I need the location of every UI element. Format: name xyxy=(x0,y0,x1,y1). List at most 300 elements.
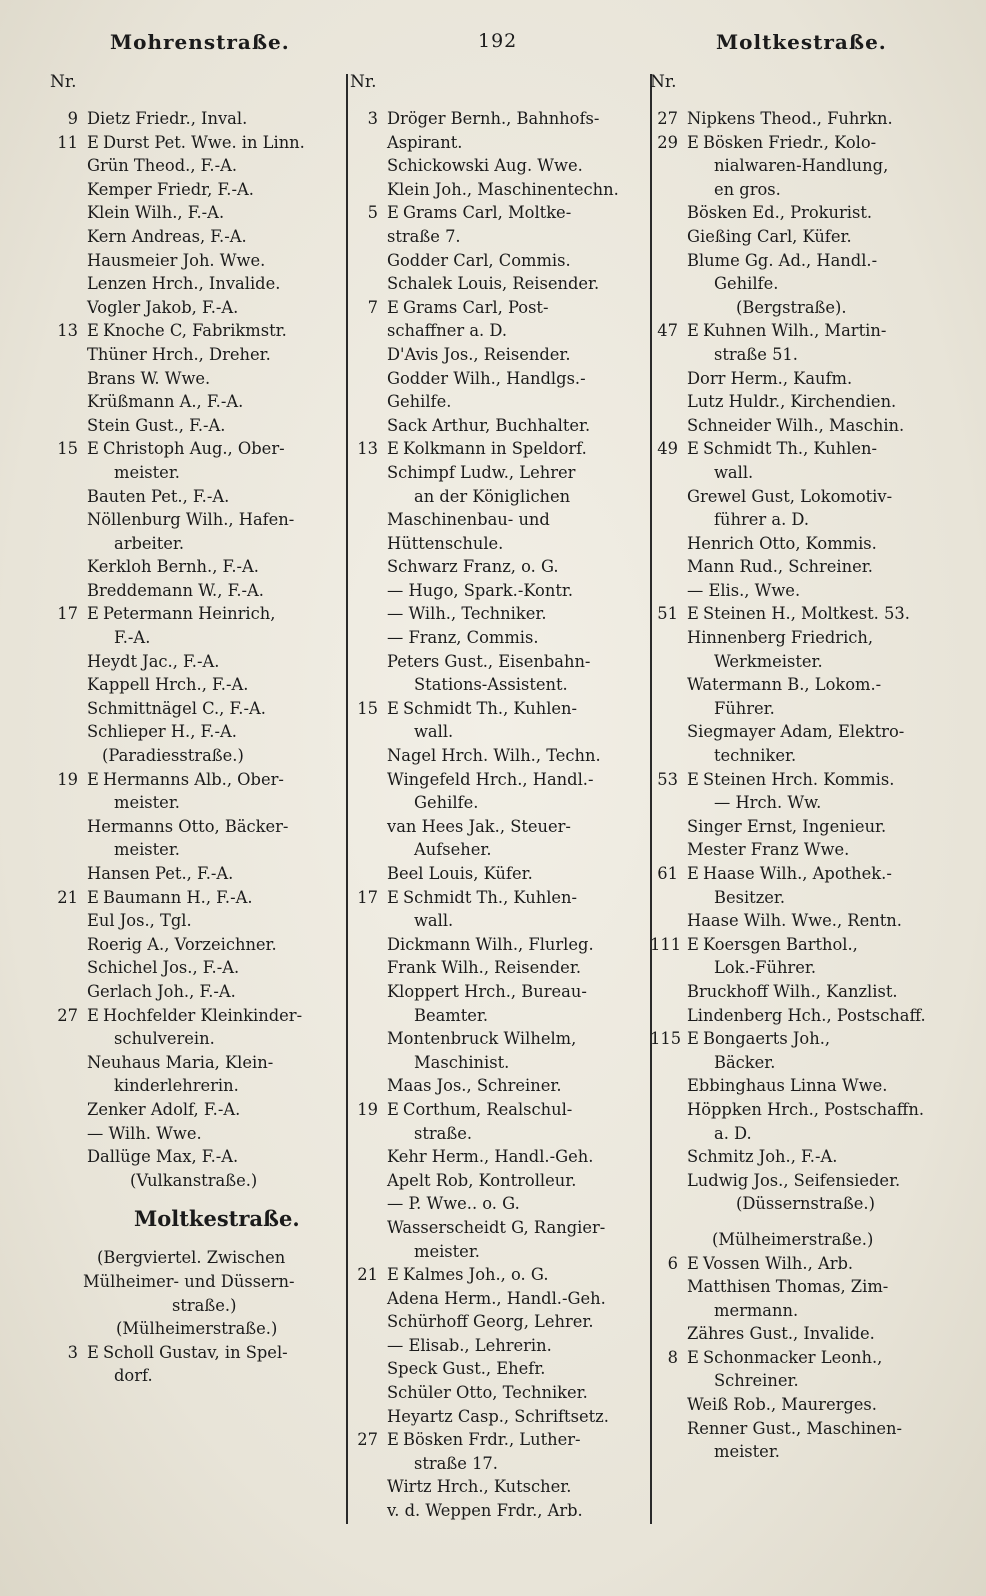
directory-entry-line xyxy=(350,249,650,273)
directory-entry-line xyxy=(650,1122,960,1146)
house-number: 27 xyxy=(657,109,678,128)
directory-entry-line xyxy=(650,201,960,225)
directory-entry-line xyxy=(350,343,650,367)
entry-text: Gehilfe. xyxy=(387,392,452,412)
entry-text: Bauten Pet., F.-A. xyxy=(87,486,230,506)
directory-entry-line xyxy=(350,933,650,957)
entry-text: a. D. xyxy=(714,1123,752,1143)
directory-entry-line xyxy=(650,1027,960,1051)
directory-entry-line xyxy=(650,414,960,438)
entry-text: mermann. xyxy=(714,1300,799,1320)
directory-entry-line xyxy=(50,909,350,933)
entry-text: Singer Ernst, Ingenieur. xyxy=(687,816,887,836)
directory-entry-line xyxy=(650,862,960,886)
owner-marker: E xyxy=(87,132,99,152)
house-number: 115 xyxy=(650,1029,682,1049)
entry-text: Schlieper H., F.-A. xyxy=(87,722,237,742)
directory-entry-line xyxy=(350,1475,650,1499)
directory-entry-line xyxy=(50,367,350,391)
entry-text: Weiß Rob., Maurerges. xyxy=(687,1395,877,1415)
entry-text: Wingefeld Hrch., Handl.- xyxy=(387,769,594,789)
owner-marker: E xyxy=(87,887,99,907)
directory-entry-line xyxy=(650,1004,960,1028)
directory-entry-line xyxy=(350,1428,650,1452)
entry-text: Klein Joh., Maschinentechn. xyxy=(387,179,619,199)
directory-entry-line xyxy=(350,626,650,650)
directory-entry-line xyxy=(350,720,650,744)
entry-text: Klein Wilh., F.-A. xyxy=(87,203,225,223)
entry-text: — P. Wwe.. o. G. xyxy=(387,1194,520,1214)
entry-text: Dröger Bernh., Bahnhofs- xyxy=(387,109,600,128)
entry-text: — Hrch. Ww. xyxy=(714,793,822,813)
section-heading xyxy=(50,1246,350,1270)
entry-text: Kalmes Joh., o. G. xyxy=(403,1265,549,1285)
directory-entry-line xyxy=(50,815,350,839)
entry-text: Beamter. xyxy=(414,1005,489,1025)
entry-text: Hermanns Otto, Bäcker- xyxy=(87,816,289,836)
directory-entry-line xyxy=(50,555,350,579)
entry-text: Adena Herm., Handl.-Geh. xyxy=(387,1288,606,1308)
entry-text: techniker. xyxy=(714,746,797,766)
directory-entry-line xyxy=(650,909,960,933)
directory-entry-line xyxy=(350,461,650,485)
right-running-head: Moltkestraße. xyxy=(716,30,887,54)
owner-marker: E xyxy=(687,439,699,459)
directory-entry-line xyxy=(650,107,960,131)
directory-entry-line xyxy=(650,1417,960,1441)
column-2 xyxy=(350,71,650,1523)
entry-text: meister. xyxy=(114,793,180,813)
directory-entry-line xyxy=(50,1364,350,1388)
entry-text: Stein Gust., F.-A. xyxy=(87,415,226,435)
directory-entry-line xyxy=(350,296,650,320)
entry-text: — Franz, Commis. xyxy=(387,628,539,648)
entry-text: Steinen H., Moltkest. 53. xyxy=(703,604,910,624)
entry-text: Werkmeister. xyxy=(714,651,823,671)
directory-entry-line xyxy=(350,791,650,815)
directory-entry-line xyxy=(350,107,650,131)
owner-marker: E xyxy=(387,887,399,907)
directory-entry-line xyxy=(350,1263,650,1287)
entry-text: v. d. Weppen Frdr., Arb. xyxy=(387,1501,583,1521)
entry-text: straße. xyxy=(414,1123,473,1143)
directory-entry-line xyxy=(350,1452,650,1476)
directory-entry-line xyxy=(50,886,350,910)
directory-entry-line xyxy=(650,437,960,461)
entry-text: D'Avis Jos., Reisender. xyxy=(387,344,571,364)
directory-entry-line xyxy=(350,1004,650,1028)
entry-text: Haase Wilh., Apothek.- xyxy=(703,864,892,883)
entry-text: meister. xyxy=(114,462,180,482)
entry-text: Lutz Huldr., Kirchendien. xyxy=(687,392,897,412)
entry-text: Schürhoff Georg, Lehrer. xyxy=(387,1312,594,1332)
entry-text: Kappell Hrch., F.-A. xyxy=(87,675,249,695)
entry-text: Kloppert Hrch., Bureau- xyxy=(387,981,587,1001)
directory-entry-line xyxy=(50,1145,350,1169)
owner-marker: E xyxy=(87,321,99,341)
directory-entry-line xyxy=(650,272,960,296)
section-heading-text: (Bergstraße). xyxy=(736,297,847,317)
directory-entry-line xyxy=(650,1074,960,1098)
house-number: 61 xyxy=(657,864,678,883)
entry-text: Maschinist. xyxy=(414,1052,510,1072)
column-nr-label: Nr. xyxy=(350,72,377,92)
column-nr-label: Nr. xyxy=(50,72,77,92)
directory-entry-line xyxy=(50,1122,350,1146)
spacer xyxy=(650,1216,960,1228)
directory-entry-line xyxy=(350,768,650,792)
entry-text: Steinen Hrch. Kommis. xyxy=(703,769,895,789)
entry-text: Besitzer. xyxy=(714,887,786,907)
section-heading-text: straße.) xyxy=(172,1295,237,1315)
house-number: 13 xyxy=(57,321,78,341)
owner-marker: E xyxy=(687,321,699,341)
entry-text: Lindenberg Hch., Postschaff. xyxy=(687,1005,926,1025)
owner-marker: E xyxy=(387,1099,399,1119)
left-running-head: Mohrenstraße. xyxy=(110,30,290,54)
house-number: 6 xyxy=(667,1253,678,1273)
directory-entry-line xyxy=(650,933,960,957)
directory-entry-line xyxy=(650,650,960,674)
directory-entry-line xyxy=(50,508,350,532)
section-heading-text: (Paradiesstraße.) xyxy=(102,746,244,766)
directory-entry-line xyxy=(650,1322,960,1346)
entry-text: Gerlach Joh., F.-A. xyxy=(87,981,236,1001)
directory-entry-line xyxy=(350,414,650,438)
directory-entry-line xyxy=(650,626,960,650)
directory-entry-line xyxy=(50,626,350,650)
house-number: 13 xyxy=(357,439,378,459)
entry-text: Eul Jos., Tgl. xyxy=(87,911,192,931)
directory-entry-line xyxy=(350,178,650,202)
entry-text: Kern Andreas, F.-A. xyxy=(87,226,247,246)
entry-text: Sack Arthur, Buchhalter. xyxy=(387,415,591,435)
directory-entry-line xyxy=(350,744,650,768)
directory-entry-line xyxy=(350,579,650,603)
entry-text: Schimpf Ludw., Lehrer xyxy=(387,462,576,482)
directory-entry-line xyxy=(650,508,960,532)
directory-entry-line xyxy=(650,815,960,839)
entry-text: Wirtz Hrch., Kutscher. xyxy=(387,1477,572,1497)
entry-text: Bösken Ed., Prokurist. xyxy=(687,203,873,223)
directory-entry-line xyxy=(50,249,350,273)
entry-text: Schreiner. xyxy=(714,1371,799,1391)
owner-marker: E xyxy=(387,203,399,223)
entry-text: Godder Carl, Commis. xyxy=(387,250,571,270)
entry-text: Kuhnen Wilh., Martin- xyxy=(703,321,887,341)
entry-text: Lok.-Führer. xyxy=(714,958,817,978)
entry-text: Lenzen Hrch., Invalide. xyxy=(87,274,281,294)
house-number: 8 xyxy=(667,1347,678,1367)
entry-text: — Elisab., Lehrerin. xyxy=(387,1335,552,1355)
directory-entry-line xyxy=(350,886,650,910)
column-lines xyxy=(650,107,960,1464)
section-heading xyxy=(650,1228,960,1252)
entry-text: Durst Pet. Wwe. in Linn. xyxy=(103,132,305,152)
entry-text: wall. xyxy=(414,911,454,931)
entry-text: — Wilh. Wwe. xyxy=(87,1123,202,1143)
entry-text: Peters Gust., Eisenbahn- xyxy=(387,651,591,671)
directory-entry-line xyxy=(650,1145,960,1169)
directory-entry-line xyxy=(650,791,960,815)
owner-marker: E xyxy=(687,132,699,152)
entry-text: Grams Carl, Post- xyxy=(403,297,549,317)
entry-text: an der Königlichen xyxy=(414,486,571,506)
directory-entry-line xyxy=(350,956,650,980)
house-number: 27 xyxy=(57,1005,78,1025)
entry-text: Aspirant. xyxy=(387,132,463,152)
directory-entry-line xyxy=(50,720,350,744)
entry-text: schulverein. xyxy=(114,1029,215,1049)
entry-text: Scholl Gustav, in Spel- xyxy=(103,1342,288,1362)
house-number: 49 xyxy=(657,439,678,459)
entry-text: Gehilfe. xyxy=(414,793,479,813)
directory-entry-line xyxy=(50,107,350,131)
directory-entry-line xyxy=(50,485,350,509)
directory-entry-line xyxy=(650,768,960,792)
house-number: 21 xyxy=(357,1265,378,1285)
directory-entry-line xyxy=(650,1440,960,1464)
entry-text: nialwaren-Handlung, xyxy=(714,156,889,176)
directory-entry-line xyxy=(350,390,650,414)
entry-text: Siegmayer Adam, Elektro- xyxy=(687,722,905,742)
directory-entry-line xyxy=(50,1051,350,1075)
directory-entry-line xyxy=(350,532,650,556)
directory-entry-line xyxy=(50,791,350,815)
entry-text: Nipkens Theod., Fuhrkn. xyxy=(687,109,893,128)
entry-text: meister. xyxy=(714,1442,780,1462)
entry-text: Schmidt Th., Kuhlen- xyxy=(403,698,578,718)
entry-text: Matthisen Thomas, Zim- xyxy=(687,1277,889,1297)
entry-text: Nagel Hrch. Wilh., Techn. xyxy=(387,746,601,766)
house-number: 9 xyxy=(67,109,78,128)
directory-entry-line xyxy=(50,414,350,438)
entry-text: Dietz Friedr., Inval. xyxy=(87,109,248,128)
entry-text: Knoche C, Fabrikmstr. xyxy=(103,321,287,341)
entry-text: Beel Louis, Küfer. xyxy=(387,864,533,883)
section-heading xyxy=(650,296,960,320)
entry-text: Bruckhoff Wilh., Kanzlist. xyxy=(687,981,898,1001)
directory-entry-line xyxy=(650,485,960,509)
directory-entry-line xyxy=(350,697,650,721)
directory-entry-line xyxy=(650,178,960,202)
house-number: 3 xyxy=(67,1342,78,1362)
entry-text: Watermann B., Lokom.- xyxy=(687,675,882,695)
directory-entry-line xyxy=(50,201,350,225)
house-number: 17 xyxy=(57,604,78,624)
directory-entry-line xyxy=(650,1393,960,1417)
entry-text: Vogler Jakob, F.-A. xyxy=(87,297,239,317)
entry-text: straße 17. xyxy=(414,1453,498,1473)
directory-entry-line xyxy=(650,602,960,626)
entry-text: Renner Gust., Maschinen- xyxy=(687,1418,903,1438)
directory-entry-line xyxy=(350,437,650,461)
entry-text: schaffner a. D. xyxy=(387,321,508,341)
entry-text: Bösken Friedr., Kolo- xyxy=(703,132,877,152)
entry-text: Maschinenbau- und xyxy=(387,510,550,530)
house-number: 27 xyxy=(357,1430,378,1450)
entry-text: Grewel Gust, Lokomotiv- xyxy=(687,486,893,506)
directory-entry-line xyxy=(50,154,350,178)
directory-entry-line xyxy=(650,579,960,603)
spacer xyxy=(50,1192,350,1204)
directory-entry-line xyxy=(50,1341,350,1365)
entry-text: kinderlehrerin. xyxy=(114,1076,239,1096)
entry-text: Vossen Wilh., Arb. xyxy=(703,1253,854,1273)
entry-text: Kolkmann in Speldorf. xyxy=(403,439,587,459)
directory-entry-line xyxy=(50,178,350,202)
directory-entry-line xyxy=(650,1098,960,1122)
entry-text: Godder Wilh., Handlgs.- xyxy=(387,368,586,388)
directory-entry-line xyxy=(650,225,960,249)
directory-entry-line xyxy=(350,225,650,249)
entry-text: Christoph Aug., Ober- xyxy=(103,439,285,459)
house-number: 111 xyxy=(650,934,682,954)
column-nr-label: Nr. xyxy=(650,72,677,92)
directory-entry-line xyxy=(50,343,350,367)
entry-text: Schalek Louis, Reisender. xyxy=(387,274,600,294)
section-heading-text: Mülheimer- und Düssern- xyxy=(83,1271,295,1291)
owner-marker: E xyxy=(687,934,699,954)
entry-text: Zenker Adolf, F.-A. xyxy=(87,1099,241,1119)
directory-entry-line xyxy=(650,249,960,273)
entry-text: Blume Gg. Ad., Handl.- xyxy=(687,250,878,270)
entry-text: F.-A. xyxy=(114,628,151,648)
directory-entry-line xyxy=(350,154,650,178)
entry-text: Aufseher. xyxy=(414,840,492,860)
directory-entry-line xyxy=(650,673,960,697)
directory-entry-line xyxy=(350,272,650,296)
house-number: 53 xyxy=(657,769,678,789)
entry-text: Ebbinghaus Linna Wwe. xyxy=(687,1076,888,1096)
directory-entry-line xyxy=(350,838,650,862)
directory-entry-line xyxy=(50,319,350,343)
section-heading xyxy=(50,1204,350,1234)
section-heading xyxy=(650,1192,960,1216)
directory-entry-line xyxy=(50,768,350,792)
entry-text: van Hees Jak., Steuer- xyxy=(387,816,571,836)
directory-entry-line xyxy=(650,1252,960,1276)
directory-entry-line xyxy=(350,131,650,155)
directory-entry-line xyxy=(50,1027,350,1051)
directory-entry-line xyxy=(50,697,350,721)
house-number: 47 xyxy=(657,321,678,341)
entry-text: Hermanns Alb., Ober- xyxy=(103,769,284,789)
owner-marker: E xyxy=(387,1430,399,1450)
directory-entry-line xyxy=(650,390,960,414)
directory-entry-line xyxy=(350,862,650,886)
directory-entry-line xyxy=(50,1074,350,1098)
owner-marker: E xyxy=(687,769,699,789)
entry-text: Kemper Friedr, F.-A. xyxy=(87,179,254,199)
owner-marker: E xyxy=(87,439,99,459)
house-number: 19 xyxy=(57,769,78,789)
entry-text: dorf. xyxy=(114,1366,153,1386)
directory-entry-line xyxy=(650,461,960,485)
entry-text: Zähres Gust., Invalide. xyxy=(687,1324,875,1344)
entry-text: Hansen Pet., F.-A. xyxy=(87,864,234,883)
owner-marker: E xyxy=(687,1253,699,1273)
owner-marker: E xyxy=(387,297,399,317)
directory-entry-line xyxy=(50,390,350,414)
directory-entry-line xyxy=(350,1287,650,1311)
directory-entry-line xyxy=(350,1499,650,1523)
directory-entry-line xyxy=(350,602,650,626)
entry-text: Petermann Heinrich, xyxy=(103,604,276,624)
entry-text: straße 7. xyxy=(387,226,461,246)
directory-entry-line xyxy=(350,508,650,532)
entry-text: Corthum, Realschul- xyxy=(403,1099,573,1119)
entry-text: Schwarz Franz, o. G. xyxy=(387,557,559,577)
directory-entry-line xyxy=(350,650,650,674)
section-heading-text: (Düssernstraße.) xyxy=(736,1194,875,1214)
directory-entry-line xyxy=(350,555,650,579)
section-heading xyxy=(50,744,350,768)
entry-text: Frank Wilh., Reisender. xyxy=(387,958,581,978)
directory-entry-line xyxy=(650,1346,960,1370)
directory-entry-line xyxy=(650,1275,960,1299)
entry-text: Schonmacker Leonh., xyxy=(703,1347,883,1367)
entry-text: — Wilh., Techniker. xyxy=(387,604,547,624)
house-number: 3 xyxy=(367,109,378,128)
house-number: 19 xyxy=(357,1099,378,1119)
directory-entry-line xyxy=(350,980,650,1004)
directory-entry-line xyxy=(650,1299,960,1323)
entry-text: Schichel Jos., F.-A. xyxy=(87,958,240,978)
directory-entry-line xyxy=(350,1240,650,1264)
owner-marker: E xyxy=(87,1005,99,1025)
directory-entry-line xyxy=(350,1381,650,1405)
directory-entry-line xyxy=(350,1122,650,1146)
entry-text: Ludwig Jos., Seifensieder. xyxy=(687,1170,901,1190)
section-heading xyxy=(50,1270,350,1294)
owner-marker: E xyxy=(387,439,399,459)
entry-text: Hüttenschule. xyxy=(387,533,504,553)
directory-entry-line xyxy=(50,225,350,249)
owner-marker: E xyxy=(687,604,699,624)
entry-text: Schmittnägel C., F.-A. xyxy=(87,698,266,718)
house-number: 11 xyxy=(57,132,78,152)
directory-entry-line xyxy=(650,343,960,367)
owner-marker: E xyxy=(87,769,99,789)
entry-text: Baumann H., F.-A. xyxy=(103,887,253,907)
entry-text: Breddemann W., F.-A. xyxy=(87,580,264,600)
directory-entry-line xyxy=(650,154,960,178)
entry-text: meister. xyxy=(114,840,180,860)
entry-text: Brans W. Wwe. xyxy=(87,368,211,388)
entry-text: Dickmann Wilh., Flurleg. xyxy=(387,934,594,954)
entry-text: Gießing Carl, Küfer. xyxy=(687,226,852,246)
entry-text: wall. xyxy=(714,462,754,482)
directory-entry-line xyxy=(50,296,350,320)
directory-entry-line xyxy=(350,815,650,839)
house-number: 17 xyxy=(357,887,378,907)
owner-marker: E xyxy=(87,604,99,624)
entry-text: Mann Rud., Schreiner. xyxy=(687,557,873,577)
column-1 xyxy=(50,71,350,1388)
house-number: 15 xyxy=(57,439,78,459)
entry-text: Henrich Otto, Kommis. xyxy=(687,533,877,553)
entry-text: meister. xyxy=(414,1241,480,1261)
directory-entry-line xyxy=(350,1051,650,1075)
directory-entry-line xyxy=(50,980,350,1004)
section-heading xyxy=(50,1317,350,1341)
section-heading-text: (Bergviertel. Zwischen xyxy=(97,1248,286,1268)
entry-text: Roerig A., Vorzeichner. xyxy=(87,934,277,954)
entry-text: Haase Wilh. Wwe., Rentn. xyxy=(687,911,902,931)
entry-text: Bäcker. xyxy=(714,1052,776,1072)
directory-entry-line xyxy=(350,319,650,343)
